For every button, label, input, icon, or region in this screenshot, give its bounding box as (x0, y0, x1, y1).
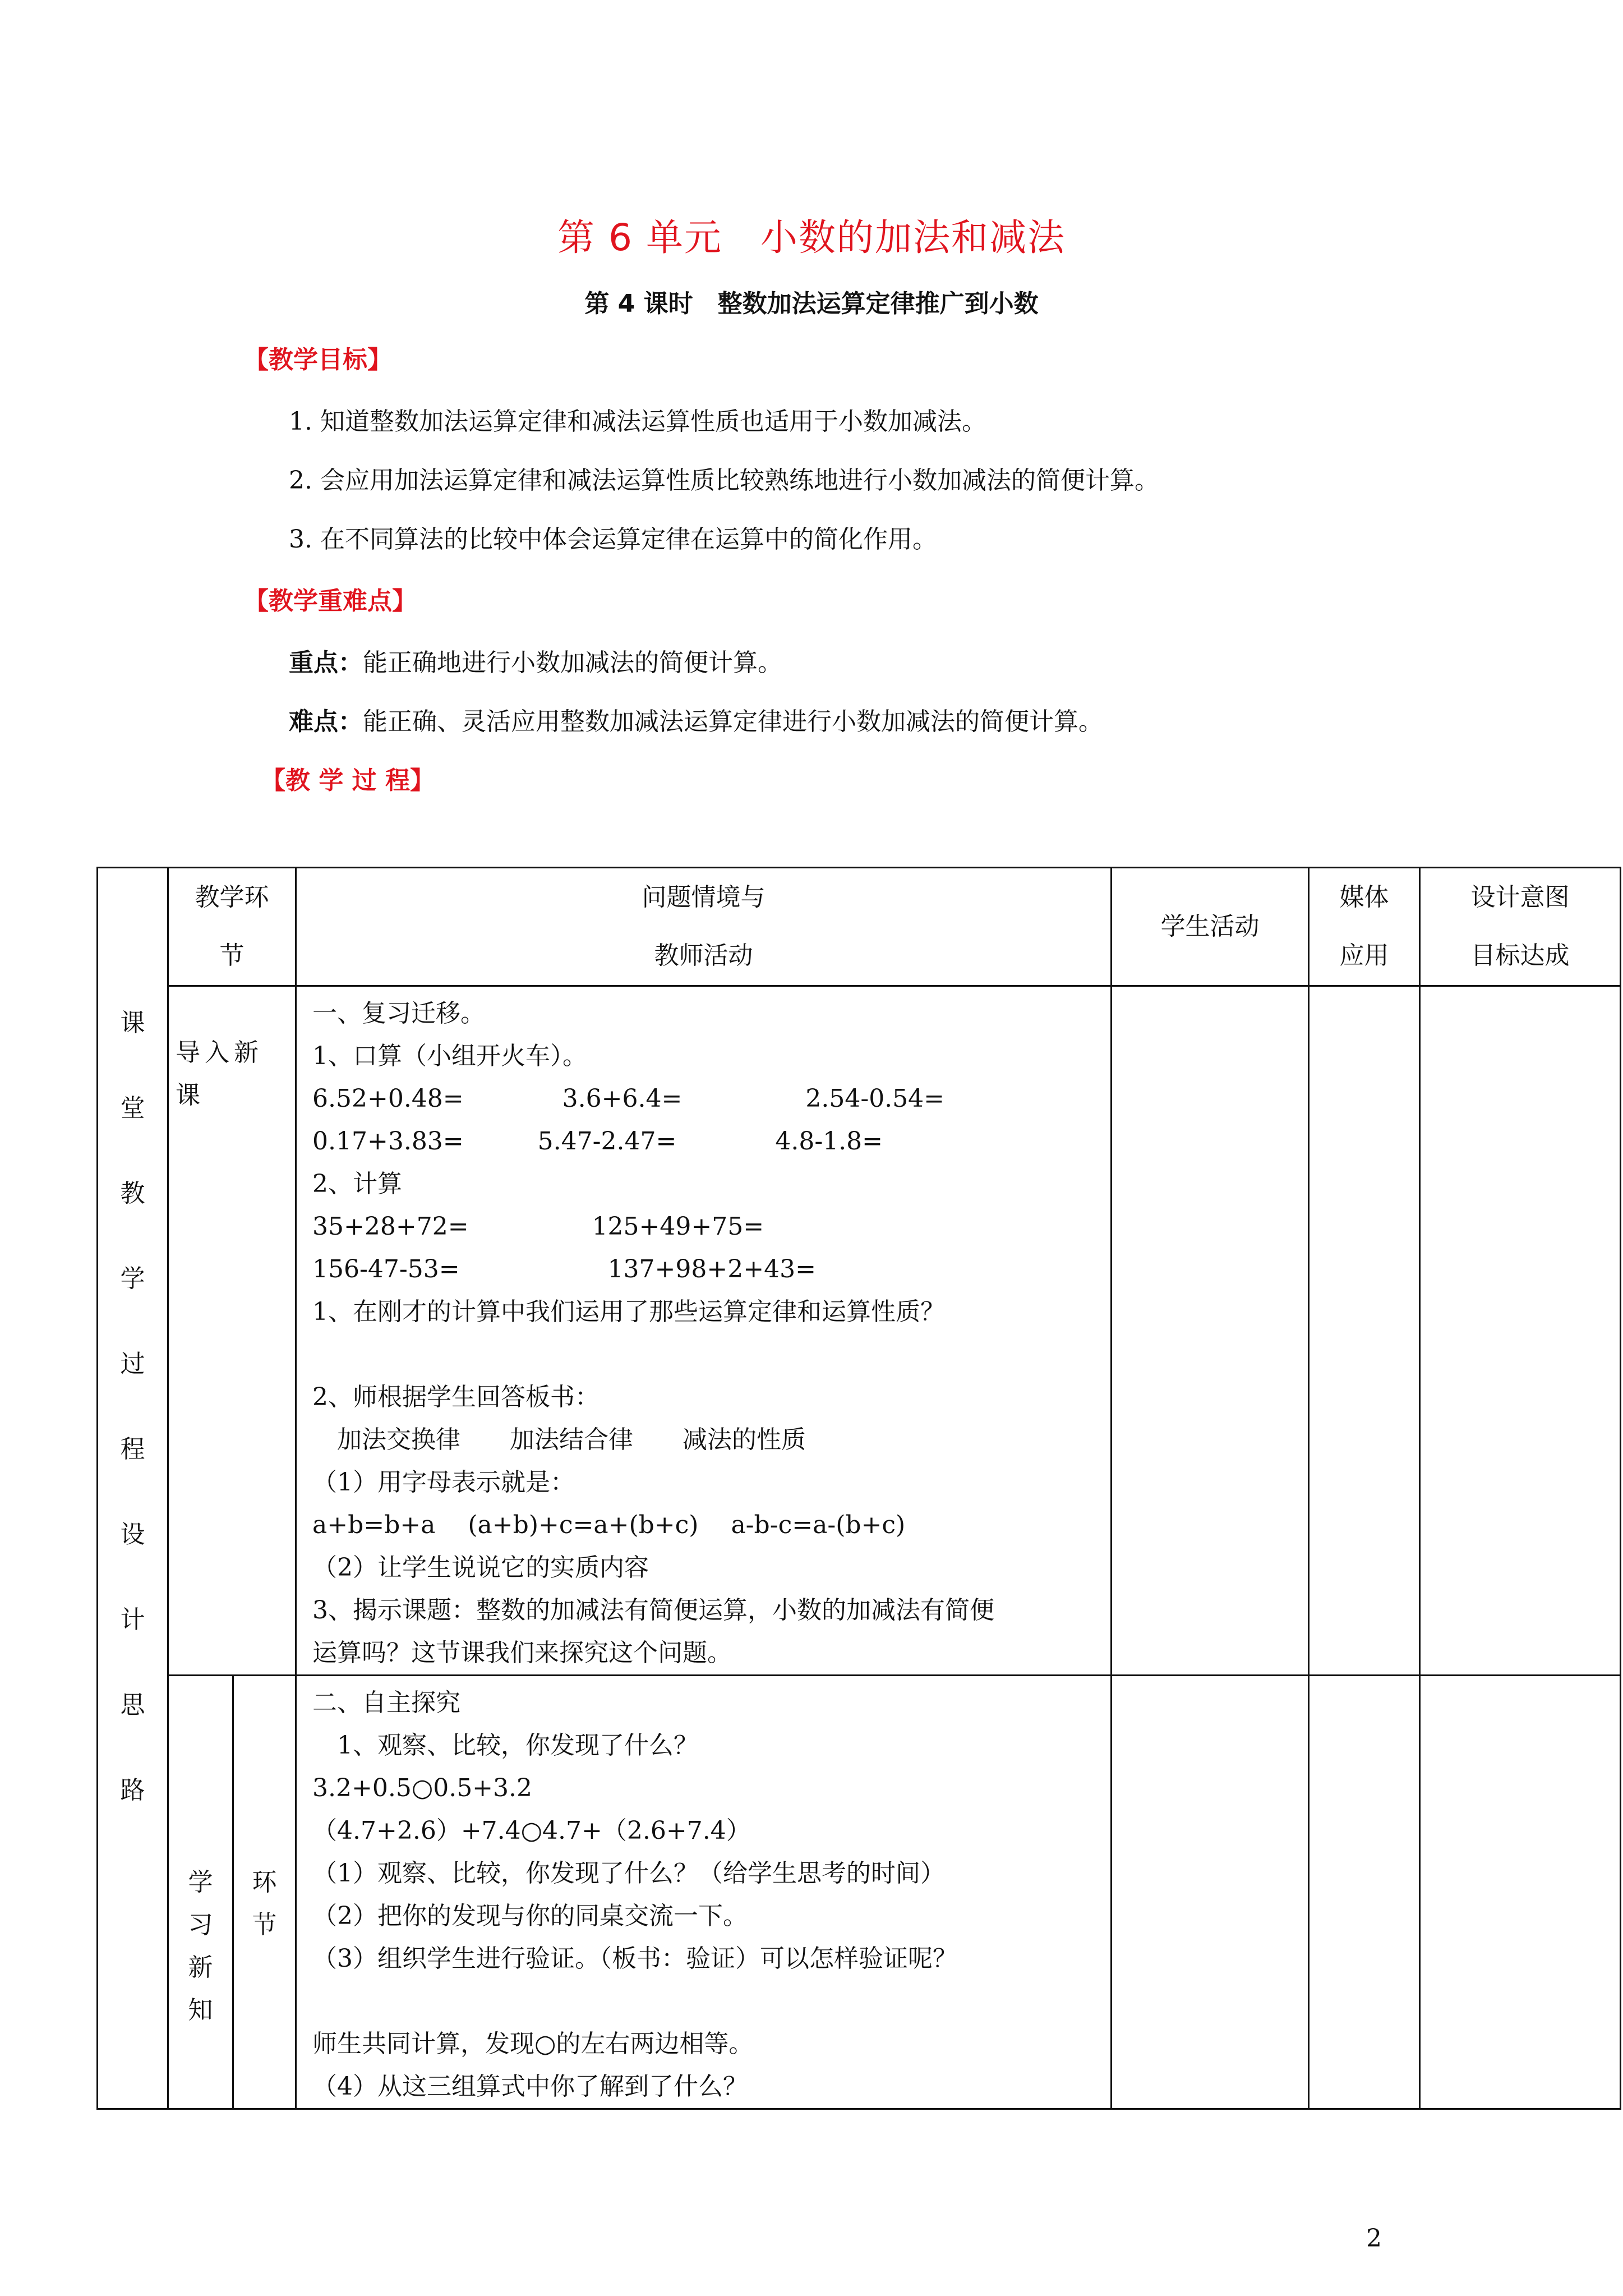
content-line: （2）把你的发现与你的同桌交流一下。 (312, 1902, 748, 1930)
header-problem-line2: 教师活动 (654, 941, 753, 970)
media-cell-intro (1309, 986, 1420, 1676)
content-line: 加法交换律 加法结合律 减法的性质 (312, 1425, 806, 1454)
header-stage (168, 868, 296, 986)
header-stage-line2: 节 (219, 941, 245, 970)
student-cell-intro (1112, 986, 1309, 1676)
header-student-label: 学生活动 (1160, 912, 1260, 941)
side-char: 过 (120, 1350, 145, 1378)
header-media (1309, 868, 1420, 986)
design-cell-learn (1420, 1676, 1621, 2109)
content-line (312, 1333, 1110, 1376)
content-cell-learn (296, 1676, 1112, 2109)
side-char: 设 (120, 1520, 145, 1549)
content-line: （4）从这三组算式中你了解到了什么？ (312, 2072, 748, 2101)
content-line: （4.7+2.6）+7.4○4.7+（2.6+7.4） (312, 1816, 751, 1845)
side-char: 堂 (120, 1094, 145, 1122)
goal-item: 3. 在不同算法的比较中体会运算定律在运算中的简化作用。 (289, 525, 937, 554)
lesson-plan-table (96, 867, 1621, 2110)
process-heading: 【教 学 过 程】 (261, 766, 435, 795)
goal-item: 1. 知道整数加法运算定律和减法运算性质也适用于小数加减法。 (289, 407, 986, 436)
sub-stage-cell (233, 1676, 296, 2109)
header-stage-line1: 教学环 (195, 883, 269, 912)
content-line: 一、复习迁移。 (312, 999, 485, 1028)
side-char: 路 (120, 1776, 145, 1805)
side-column (98, 868, 168, 2109)
content-line: 3、揭示课题：整数的加减法有简便运算，小数的加减法有简便 (312, 1596, 994, 1625)
stage-char: 知 (188, 1996, 213, 2024)
header-problem-line1: 问题情境与 (642, 883, 766, 912)
difficult-point (289, 701, 1103, 737)
content-line: （1）用字母表示就是： (312, 1468, 575, 1497)
design-cell-intro (1420, 986, 1621, 1676)
stage-label-line1: 导入新 (176, 1038, 263, 1067)
side-char: 课 (120, 1009, 145, 1037)
content-line: （2）让学生说说它的实质内容 (312, 1553, 649, 1582)
content-line: 1、在刚才的计算中我们运用了那些运算定律和运算性质？ (312, 1297, 945, 1326)
content-line: （3）组织学生进行验证。（板书：验证）可以怎样验证呢？ (312, 1944, 957, 1973)
content-line: 2、师根据学生回答板书： (312, 1383, 600, 1411)
stage-label-line2: 课 (176, 1081, 205, 1110)
content-line: 0.17+3.83= 5.47-2.47= 4.8-1.8= (312, 1127, 883, 1156)
content-cell-intro (296, 986, 1112, 1676)
goals-heading: 【教学目标】 (244, 346, 392, 374)
stage-char: 新 (188, 1953, 213, 1982)
header-media-line1: 媒体 (1339, 883, 1389, 912)
stage-cell-intro (168, 986, 296, 1676)
content-line: （1）观察、比较，你发现了什么？（给学生思考的时间） (312, 1859, 945, 1888)
sub-stage-char: 环 (252, 1868, 277, 1897)
side-char: 教 (120, 1179, 145, 1208)
header-design-line2: 目标达成 (1470, 941, 1570, 970)
content-line: 2、计算 (312, 1170, 402, 1198)
content-line: 156-47-53= 137+98+2+43= (312, 1255, 816, 1283)
stage-char: 学 (188, 1868, 213, 1897)
media-cell-learn (1309, 1676, 1420, 2109)
header-problem (296, 868, 1112, 986)
side-char: 程 (120, 1435, 145, 1464)
content-line: 师生共同计算，发现○的左右两边相等。 (312, 2030, 754, 2058)
table-row (98, 1676, 1621, 2109)
content-line: 1、观察、比较，你发现了什么？ (312, 1731, 698, 1760)
content-line: 二、自主探究 (312, 1688, 460, 1717)
content-line: 1、口算（小组开火车）。 (312, 1042, 587, 1070)
header-media-line2: 应用 (1339, 941, 1389, 970)
table-header-row (98, 868, 1621, 986)
header-design (1420, 868, 1621, 986)
content-line (312, 1980, 1110, 2023)
content-line: 6.52+0.48= 3.6+6.4= 2.54-0.54= (312, 1084, 945, 1113)
content-line: 3.2+0.5○0.5+3.2 (312, 1774, 533, 1802)
side-char: 学 (120, 1264, 145, 1293)
header-design-line1: 设计意图 (1470, 883, 1570, 912)
side-char: 思 (120, 1691, 145, 1719)
header-student (1112, 868, 1309, 986)
lesson-subtitle: 第 4 课时 整数加法运算定律推广到小数 (584, 289, 1039, 318)
difficult-label: 难点： (289, 707, 363, 736)
content-line: a+b=b+a (a+b)+c=a+(b+c) a-b-c=a-(b+c) (312, 1511, 906, 1539)
table-row (98, 986, 1621, 1676)
content-line: 35+28+72= 125+49+75= (312, 1212, 764, 1241)
keypoints-heading: 【教学重难点】 (244, 587, 417, 615)
content-line: 运算吗？这节课我们来探究这个问题。 (312, 1639, 732, 1667)
key-label: 重点： (289, 648, 363, 677)
key-point (289, 642, 782, 678)
side-char: 计 (120, 1605, 145, 1634)
goal-item: 2. 会应用加法运算定律和减法运算性质比较熟练地进行小数加减法的简便计算。 (289, 466, 1159, 495)
stage-cell-learn (168, 1676, 233, 2109)
key-text: 能正确地进行小数加减法的简便计算。 (363, 648, 782, 677)
unit-title: 第 6 单元 小数的加法和减法 (557, 216, 1066, 259)
stage-char: 习 (188, 1911, 213, 1939)
page-number: 2 (1366, 2224, 1382, 2253)
difficult-text: 能正确、灵活应用整数加减法运算定律进行小数加减法的简便计算。 (363, 707, 1103, 736)
sub-stage-char: 节 (252, 1911, 277, 1939)
student-cell-learn (1112, 1676, 1309, 2109)
